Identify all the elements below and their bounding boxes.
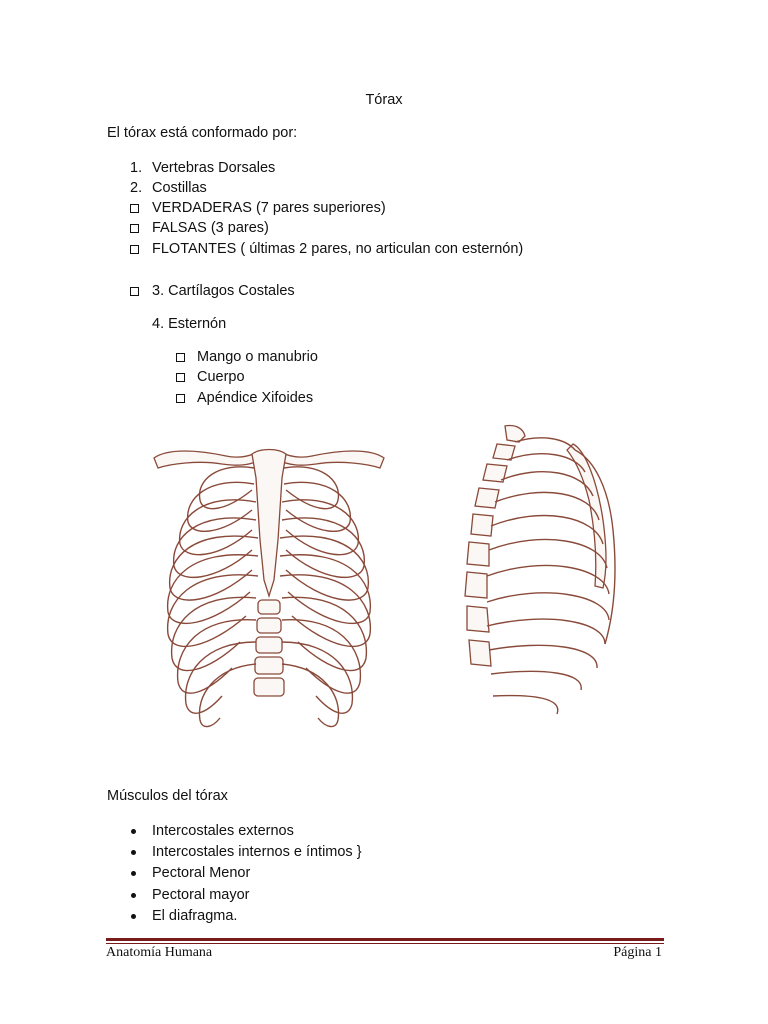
- bullet-icon: [131, 871, 136, 876]
- checkbox-bullet-icon: [130, 245, 139, 254]
- rib-cage-front-illustration: [148, 420, 390, 740]
- checkbox-bullet-icon: [130, 224, 139, 233]
- checkbox-bullet-icon: [176, 353, 185, 362]
- list-item: Pectoral Menor: [152, 865, 251, 881]
- list-item: Intercostales externos: [152, 823, 294, 839]
- bullet-icon: [131, 829, 136, 834]
- list-number: 2.: [130, 180, 143, 196]
- list-item: Costillas: [152, 180, 207, 196]
- checkbox-bullet-icon: [130, 287, 139, 296]
- footer-rule-thin: [106, 943, 664, 944]
- muscles-heading: Músculos del tórax: [107, 788, 228, 804]
- list-item: Apéndice Xifoides: [197, 390, 314, 406]
- list-number: 1.: [130, 160, 143, 176]
- list-item: 4. Esternón: [152, 316, 227, 332]
- list-item: VERDADERAS (7 pares superiores): [152, 200, 386, 216]
- list-item: El diafragma.: [152, 908, 238, 924]
- bullet-icon: [131, 850, 136, 855]
- list-item: 3. Cartílagos Costales: [152, 283, 295, 299]
- bullet-icon: [131, 893, 136, 898]
- rib-cage-side-illustration: [445, 420, 625, 740]
- footer-rule: [106, 938, 664, 941]
- checkbox-bullet-icon: [176, 394, 185, 403]
- list-item: Intercostales internos e íntimos }: [152, 844, 362, 860]
- intro-text: El tórax está conformado por:: [107, 125, 298, 141]
- page-number: Página 1: [613, 945, 662, 960]
- list-item: Mango o manubrio: [197, 349, 318, 365]
- bullet-icon: [131, 914, 136, 919]
- list-item: FLOTANTES ( últimas 2 pares, no articulan con esternón): [152, 241, 524, 257]
- footer-left-text: Anatomía Humana: [106, 945, 213, 960]
- page-title: Tórax: [365, 92, 403, 108]
- checkbox-bullet-icon: [130, 204, 139, 213]
- list-item: Pectoral mayor: [152, 887, 250, 903]
- list-item: Vertebras Dorsales: [152, 160, 276, 176]
- list-item: FALSAS (3 pares): [152, 220, 269, 236]
- list-item: Cuerpo: [197, 369, 245, 385]
- checkbox-bullet-icon: [176, 373, 185, 382]
